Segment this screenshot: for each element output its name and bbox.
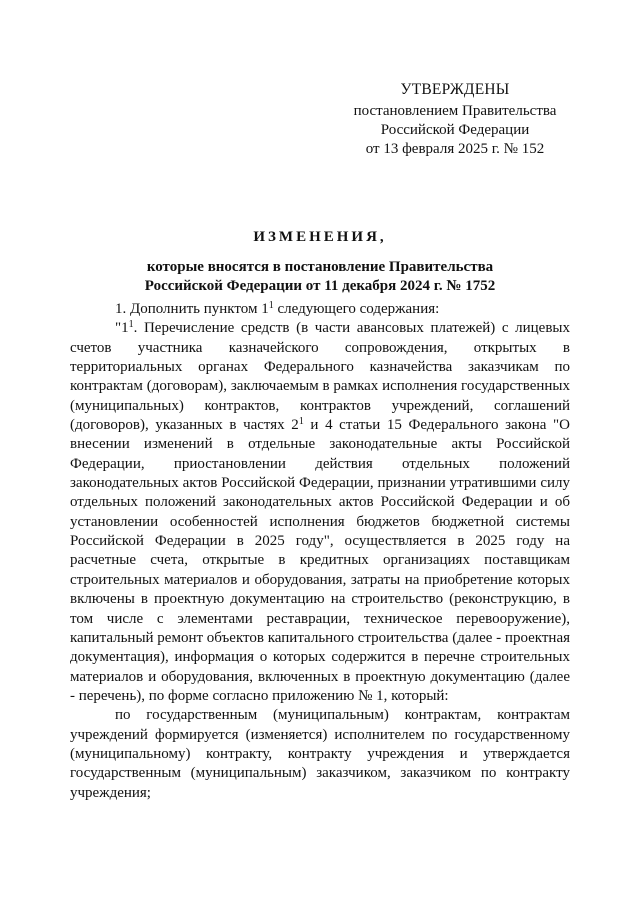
title-subtitle-line-1: которые вносятся в постановление Правительства xyxy=(146,259,494,275)
paragraph-1-text-b: следующего содержания: xyxy=(273,301,440,317)
paragraph-2-text-c: и 4 статьи 15 Федерального закона "О внесении изменений в отдельные законодательные акты Российской Федерации, приостановлении действия отдельных положений законодательных актов Российской Федерации, признании утратившими силу отдельных положений законодательных актов Российской Федерации и об установлении особенностей исполнения бюджетов бюджетной системы Российской Федерации в 2025 году", осуществляется в 2025 году на расчетные счета, открытые в кредитных организациях поставщикам строительных материалов и оборудования, затраты на приобретение которых включены в проектную документацию на строительство (реконструкцию, в том числе с элементами реставрации, техническое перевооружение), капитальный ремонт объектов капитального строительства (далее - проектная документация), информация о которых содержится в перечне строительных материалов и оборудования, включенных в проектную документацию (далее - перечень), по форме согласно приложению № 1, который: xyxy=(70,417,571,704)
paragraph-2-superscript-2: 1 xyxy=(298,416,304,428)
paragraph-1-text-a: 1. Дополнить пунктом 1 xyxy=(115,301,269,317)
document-title xyxy=(70,228,570,296)
paragraph-1 xyxy=(70,300,570,319)
paragraph-2-text-b: . Перечисление средств (в части авансовых платежей) с лицевых счетов участника казначейского сопровождения, открытых в территориальных органах Федерального казначейства заказчикам по контрактам (договорам), заключаемым в рамках исполнения государственных (муниципальных) контрактов, контрактов учреждений, соглашений (договоров), указанных в частях 2 xyxy=(70,320,570,434)
paragraph-3: по государственным (муниципальным) контрактам, контрактам учреждений формируется (изменяется) исполнителем по государственному (муниципальному) контракту, контракту учреждения и утверждается государственным (муниципальным) заказчиком, заказчиком по контракту учреждения; xyxy=(70,707,570,801)
paragraph-1-superscript: 1 xyxy=(268,300,274,311)
approval-line-3: от 13 февраля 2025 г. № 152 xyxy=(365,141,545,157)
approval-line-2: Российской Федерации xyxy=(380,122,530,138)
paragraph-2 xyxy=(70,319,570,706)
approval-line-1: постановлением Правительства xyxy=(353,103,557,119)
title-subtitle-line-2: Российской Федерации от 11 декабря 2024 г. № 1752 xyxy=(144,278,496,294)
title-main: ИЗМЕНЕНИЯ, xyxy=(253,229,387,245)
approval-stamp xyxy=(340,80,570,159)
document-body xyxy=(70,300,570,803)
paragraph-2-superscript-1: 1 xyxy=(128,319,134,331)
paragraph-2-text-a: "1 xyxy=(115,320,129,337)
approval-heading: УТВЕРЖДЕНЫ xyxy=(400,81,510,98)
